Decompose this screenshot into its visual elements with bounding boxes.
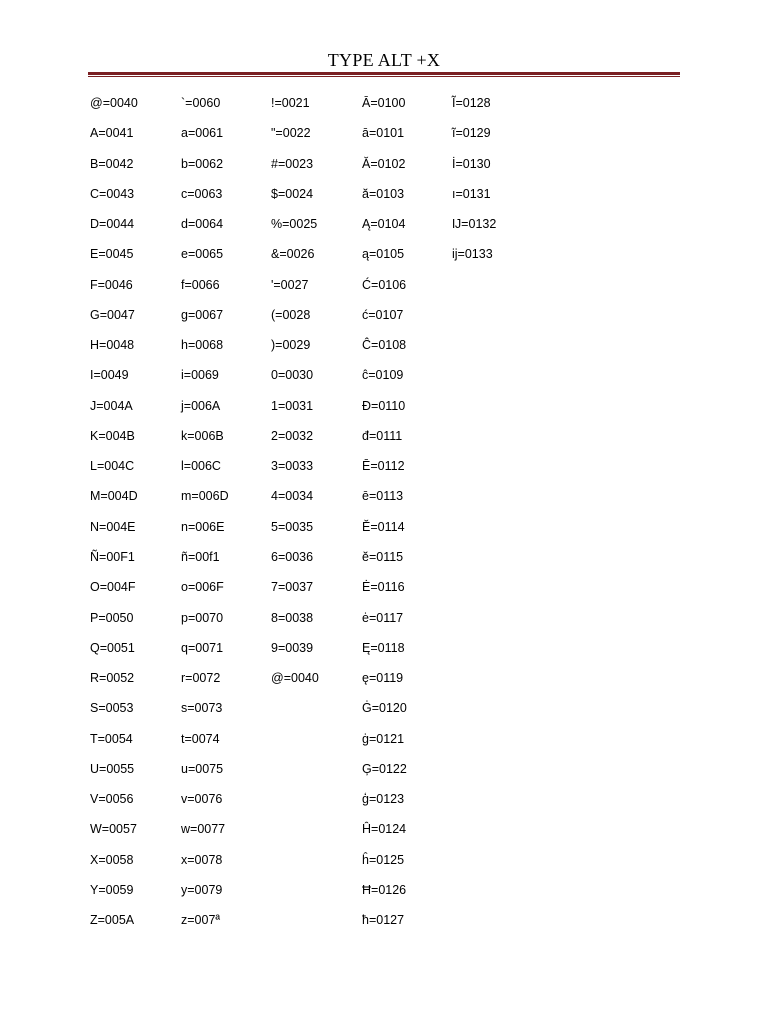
code-entry: İ=0130	[452, 156, 491, 171]
code-entry: 9=0039	[271, 640, 314, 655]
code-entry: ñ=00f1	[181, 549, 220, 564]
code-entry: Ė=0116	[362, 580, 405, 595]
code-entry: M=004D	[90, 489, 138, 504]
code-entry: B=0042	[90, 156, 134, 171]
code-entry: ĉ=0109	[362, 368, 404, 383]
code-entry: w=0077	[181, 822, 226, 837]
code-entry: 7=0037	[271, 580, 314, 595]
code-entry: O=004F	[90, 580, 136, 595]
code-entry: 2=0032	[271, 428, 314, 443]
code-column-latin-extended-a-2	[452, 95, 496, 277]
code-entry: '=0027	[271, 277, 309, 292]
code-entry: ę=0119	[362, 671, 404, 686]
code-entry: v=0076	[181, 792, 223, 807]
code-entry: )=0029	[271, 338, 311, 353]
code-entry: ħ=0127	[362, 913, 405, 928]
code-entry: $=0024	[271, 186, 314, 201]
code-entry: r=0072	[181, 671, 221, 686]
code-entry: Ġ=0120	[362, 701, 407, 716]
code-entry: g=0067	[181, 307, 224, 322]
code-entry: Ă=0102	[362, 156, 406, 171]
code-entry: 4=0034	[271, 489, 314, 504]
code-entry: T=0054	[90, 731, 133, 746]
code-entry: Ĥ=0124	[362, 822, 407, 837]
title-underline-thin	[88, 76, 680, 77]
code-entry: Ħ=0126	[362, 882, 407, 897]
code-entry: ĩ=0129	[452, 126, 491, 141]
code-column-uppercase	[90, 95, 138, 942]
code-entry: R=0052	[90, 671, 135, 686]
code-entry: i=0069	[181, 368, 219, 383]
code-entry: U=0055	[90, 761, 135, 776]
code-entry: 5=0035	[271, 519, 314, 534]
code-entry: ā=0101	[362, 126, 405, 141]
code-entry: 0=0030	[271, 368, 314, 383]
code-entry: Ñ=00F1	[90, 549, 135, 564]
code-entry: Ć=0106	[362, 277, 407, 292]
code-entry: ġ=0121	[362, 731, 405, 746]
code-entry: Ā=0100	[362, 96, 406, 110]
code-entry: C=0043	[90, 186, 135, 201]
code-entry: ģ=0123	[362, 792, 405, 807]
code-entry: ĳ=0133	[452, 247, 493, 262]
code-entry: c=0063	[181, 186, 223, 201]
code-entry: I=0049	[90, 368, 129, 383]
code-entry: Ą=0104	[362, 217, 406, 232]
code-entry: ă=0103	[362, 186, 405, 201]
code-entry: Ĳ=0132	[452, 217, 497, 232]
title-underline-thick	[88, 72, 680, 75]
code-entry: Ĕ=0114	[362, 519, 405, 534]
code-entry: 8=0038	[271, 610, 314, 625]
code-entry: q=0071	[181, 640, 224, 655]
code-entry: #=0023	[271, 156, 314, 171]
code-entry: t=0074	[181, 731, 220, 746]
code-entry: k=006B	[181, 428, 224, 443]
code-entry: Y=0059	[90, 882, 134, 897]
code-entry: %=0025	[271, 217, 318, 232]
code-entry: @=0040	[90, 96, 138, 110]
code-entry: X=0058	[90, 852, 134, 867]
code-entry: ı=0131	[452, 186, 491, 201]
code-entry: K=004B	[90, 428, 135, 443]
code-entry: &=0026	[271, 247, 315, 262]
code-entry: ĕ=0115	[362, 549, 404, 564]
code-entry: J=004A	[90, 398, 133, 413]
code-entry: ć=0107	[362, 307, 404, 322]
code-entry: h=0068	[181, 338, 224, 353]
code-entry: d=0064	[181, 217, 224, 232]
code-entry: s=0073	[181, 701, 223, 716]
code-entry: A=0041	[90, 126, 134, 141]
code-entry: !=0021	[271, 96, 310, 110]
page-title: TYPE ALT +X	[327, 50, 441, 70]
code-entry: Ę=0118	[362, 640, 405, 655]
code-entry: L=004C	[90, 459, 135, 474]
code-column-symbols-digits	[271, 95, 319, 700]
code-entry: f=0066	[181, 277, 220, 292]
code-entry: (=0028	[271, 307, 311, 322]
code-entry: p=0070	[181, 610, 224, 625]
code-entry: x=0078	[181, 852, 223, 867]
code-entry: 1=0031	[271, 398, 314, 413]
code-entry: Ĩ=0128	[452, 96, 491, 110]
code-entry: V=0056	[90, 792, 134, 807]
code-entry: u=0075	[181, 761, 224, 776]
code-entry: W=0057	[90, 822, 137, 837]
code-entry: m=006D	[181, 489, 229, 504]
code-entry: "=0022	[271, 126, 311, 141]
code-entry: E=0045	[90, 247, 134, 262]
code-column-latin-extended-a	[362, 95, 407, 942]
code-entry: ė=0117	[362, 610, 404, 625]
code-entry: n=006E	[181, 519, 225, 534]
code-entry: j=006A	[181, 398, 221, 413]
code-entry: Q=0051	[90, 640, 135, 655]
code-entry: Ĉ=0108	[362, 338, 407, 353]
code-entry: a=0061	[181, 126, 224, 141]
code-entry: ą=0105	[362, 247, 405, 262]
code-entry: y=0079	[181, 882, 223, 897]
code-entry: 6=0036	[271, 549, 314, 564]
code-column-lowercase	[181, 95, 229, 942]
code-entry: `=0060	[181, 96, 221, 110]
code-entry: Ē=0112	[362, 459, 405, 474]
code-entry: P=0050	[90, 610, 134, 625]
code-entry: F=0046	[90, 277, 133, 292]
code-entry: z=007ª	[181, 913, 221, 928]
code-entry: D=0044	[90, 217, 135, 232]
code-entry: @=0040	[271, 671, 319, 686]
code-entry: Đ=0110	[362, 398, 406, 413]
code-entry: S=0053	[90, 701, 134, 716]
code-entry: H=0048	[90, 338, 135, 353]
code-entry: ĥ=0125	[362, 852, 405, 867]
code-entry: G=0047	[90, 307, 135, 322]
code-entry: o=006F	[181, 580, 224, 595]
code-entry: e=0065	[181, 247, 224, 262]
code-entry: đ=0111	[362, 428, 403, 443]
code-entry: Z=005A	[90, 913, 135, 928]
code-entry: b=0062	[181, 156, 224, 171]
code-entry: ē=0113	[362, 489, 404, 504]
code-entry: Ģ=0122	[362, 761, 407, 776]
code-entry: N=004E	[90, 519, 136, 534]
code-entry: 3=0033	[271, 459, 314, 474]
code-entry: l=006C	[181, 459, 221, 474]
